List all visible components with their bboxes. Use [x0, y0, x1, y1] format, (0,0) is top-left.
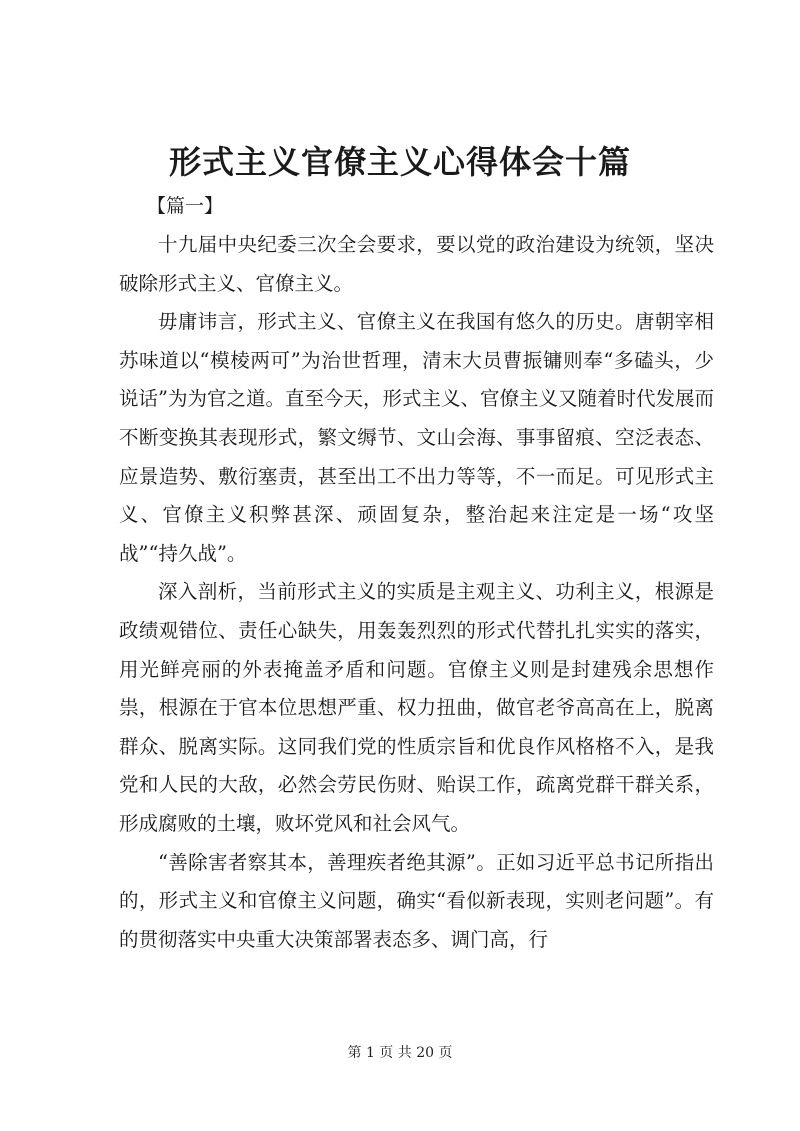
paragraph-4: “善除害者察其本，善理疾者绝其源”。正如习近平总书记所指出的，形式主义和官僚主义问题，确实“看似新表现，实则老问题”。有的贯彻落实中央重大决策部署表态多、调门高，行: [119, 850, 714, 951]
document-body: [119, 188, 714, 959]
paragraph-3: 深入剖析，当前形式主义的实质是主观主义、功利主义，根源是政绩观错位、责任心缺失，用轰轰烈烈的形式代替扎扎实实的落实，用光鲜亮丽的外表掩盖矛盾和问题。官僚主义则是封建残余思想作祟，根源在于官本位思想严重、权力扭曲，做官老爷高高在上，脱离群众、脱离实际。这同我们党的性质宗旨和优良作风格格不入，是我党和人民的大敌，必然会劳民伤财、贻误工作，疏离党群干群关系，形成腐败的土壤，败坏党风和社会风气。: [119, 580, 714, 835]
paragraph-1: 十九届中央纪委三次全会要求，要以党的政治建设为统领，坚决破除形式主义、官僚主义。: [119, 233, 714, 295]
paragraph-2: 毋庸讳言，形式主义、官僚主义在我国有悠久的历史。唐朝宰相苏味道以“模棱两可”为治世哲理，清末大员曹振镛则奉“多磕头，少说话”为为官之道。直至今天，形式主义、官僚主义又随着时代发展而不断变换其表现形式，繁文缛节、文山会海、事事留痕、空泛表态、应景造势、敷衍塞责，甚至出工不出力等等，不一而足。可见形式主义、官僚主义积弊甚深、顽固复杂，整治起来注定是一场“攻坚战”“持久战”。: [119, 310, 714, 565]
section-heading: 【篇一】: [147, 195, 224, 217]
page-footer: [0, 1044, 800, 1062]
page-number-label: 第 1 页 共 20 页: [347, 1045, 453, 1061]
document-title: 形式主义官僚主义心得体会十篇: [168, 143, 631, 181]
